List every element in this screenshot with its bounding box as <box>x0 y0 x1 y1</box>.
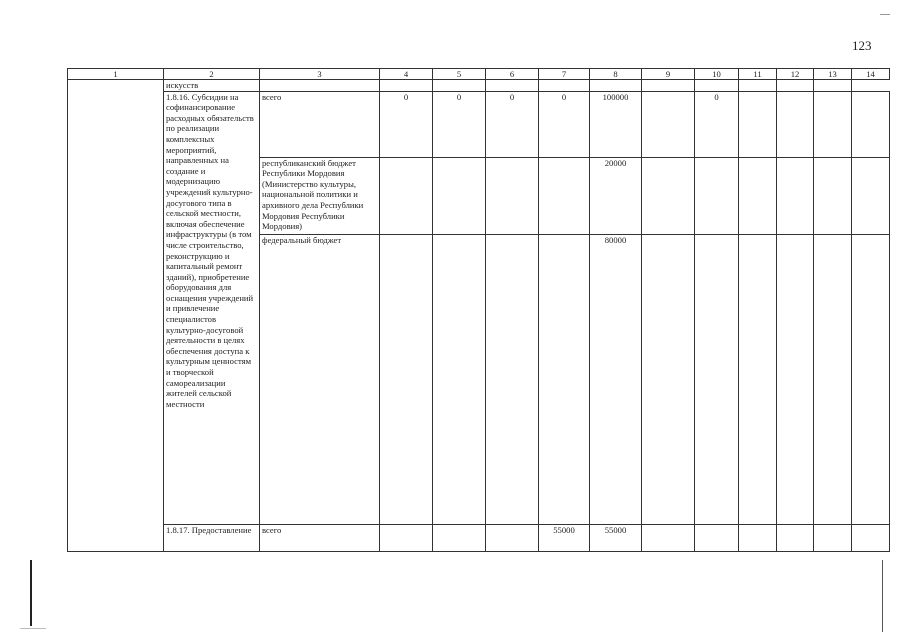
table-cell <box>380 234 433 524</box>
table-cell <box>380 157 433 234</box>
table-cell <box>695 234 739 524</box>
table-row-continuation <box>68 80 890 92</box>
header-cell: 1 <box>68 69 164 80</box>
table-row-1817-total <box>68 524 890 551</box>
source-cell: республиканский бюджет Республики Мордовия (Министерство культуры, национальной политики и архивного дела Республики Мордовия Республики Мордовия) <box>260 157 380 234</box>
table-cell <box>777 234 814 524</box>
table-cell <box>260 80 380 92</box>
table-cell <box>486 524 539 551</box>
table-cell <box>852 524 890 551</box>
table-cell <box>814 91 852 157</box>
table-cell <box>739 80 777 92</box>
header-cell: 13 <box>814 69 852 80</box>
table-cell <box>852 234 890 524</box>
scan-smudge <box>880 14 890 15</box>
table-cell <box>590 80 642 92</box>
table-cell <box>433 524 486 551</box>
table-cell <box>739 234 777 524</box>
table-cell <box>642 157 695 234</box>
header-cell: 8 <box>590 69 642 80</box>
table-cell <box>642 234 695 524</box>
header-cell: 3 <box>260 69 380 80</box>
table-cell <box>642 80 695 92</box>
table-cell <box>539 80 590 92</box>
scan-edge-left <box>30 560 32 626</box>
table-cell <box>814 234 852 524</box>
value-cell: 55000 <box>590 524 642 551</box>
table-cell <box>486 234 539 524</box>
source-cell: федеральный бюджет <box>260 234 380 524</box>
table-cell <box>539 157 590 234</box>
table-cell <box>739 91 777 157</box>
source-cell: всего <box>260 524 380 551</box>
header-cell: 10 <box>695 69 739 80</box>
budget-table <box>67 68 890 552</box>
scan-edge-right <box>882 560 883 632</box>
table-cell <box>539 234 590 524</box>
table-cell <box>814 524 852 551</box>
table-cell <box>814 80 852 92</box>
table-cell <box>695 157 739 234</box>
table-cell <box>777 157 814 234</box>
table-cell <box>814 157 852 234</box>
value-cell: 0 <box>695 91 739 157</box>
header-cell: 11 <box>739 69 777 80</box>
table-cell <box>642 524 695 551</box>
page-number: 123 <box>852 38 872 53</box>
row-name-continuation: искусств <box>164 80 260 92</box>
header-cell: 12 <box>777 69 814 80</box>
value-cell: 80000 <box>590 234 642 524</box>
table-cell <box>642 91 695 157</box>
table-cell <box>486 157 539 234</box>
table-cell <box>777 524 814 551</box>
row-name-1817: 1.8.17. Предоставление <box>164 524 260 551</box>
value-cell: 55000 <box>539 524 590 551</box>
table-cell <box>68 80 164 552</box>
value-cell: 0 <box>380 91 433 157</box>
value-cell: 100000 <box>590 91 642 157</box>
header-cell: 5 <box>433 69 486 80</box>
scan-smudge <box>20 628 46 629</box>
table-cell <box>486 80 539 92</box>
table-cell <box>695 80 739 92</box>
header-row <box>68 69 890 80</box>
table-cell <box>777 80 814 92</box>
table-cell <box>695 524 739 551</box>
header-cell: 9 <box>642 69 695 80</box>
table-cell <box>433 234 486 524</box>
table-cell <box>380 524 433 551</box>
table-cell <box>777 91 814 157</box>
value-cell: 20000 <box>590 157 642 234</box>
value-cell: 0 <box>486 91 539 157</box>
table-cell <box>739 524 777 551</box>
table-row-1816-total <box>68 91 890 157</box>
header-cell: 6 <box>486 69 539 80</box>
table-cell <box>739 157 777 234</box>
row-name-1816: 1.8.16. Субсидии на софинансирование расходных обязательств по реализации комплексных мероприятий, направленных на создание и модернизацию учреждений культурно-досугового типа в сельской местности, включая обеспечение инфраструктуры (в том числе строительство, реконструкцию и капитальный ремонт зданий), приобретение оборудования для оснащения учреждений и привлечение специалистов культурно-досуговой деятельности в целях обеспечения доступа к культурным ценностям и творческой самореализации жителей сельской местности <box>164 91 260 524</box>
value-cell: 0 <box>539 91 590 157</box>
table-cell <box>433 157 486 234</box>
source-cell: всего <box>260 91 380 157</box>
value-cell: 0 <box>433 91 486 157</box>
header-cell: 14 <box>852 69 890 80</box>
header-cell: 4 <box>380 69 433 80</box>
table-cell <box>852 91 890 157</box>
table-cell <box>433 80 486 92</box>
header-cell: 7 <box>539 69 590 80</box>
table-cell <box>380 80 433 92</box>
header-cell: 2 <box>164 69 260 80</box>
table-cell <box>852 157 890 234</box>
